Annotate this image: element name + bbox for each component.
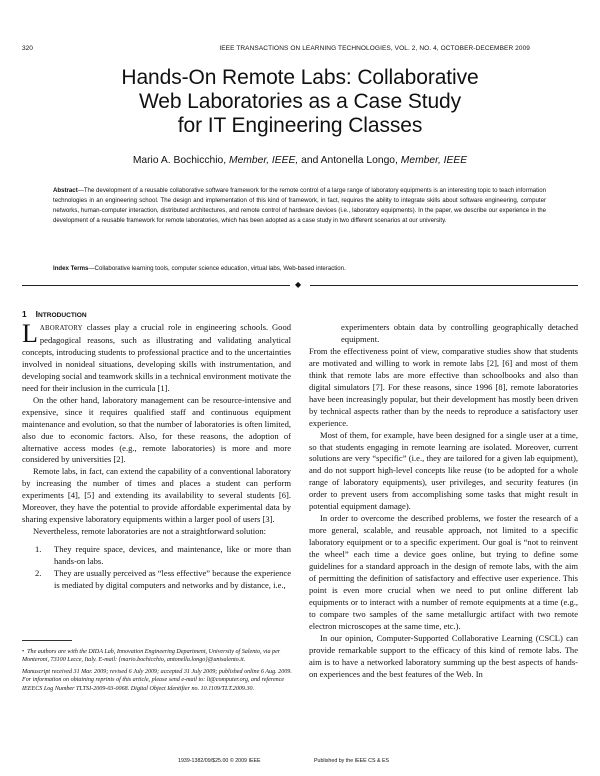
bullet-icon: • (22, 649, 25, 655)
list-number: 1. (35, 544, 42, 555)
footnote-reprints: For information on obtaining reprints of this article, please send e-mail to: lt@computer.org, and reference IEEECS Log Number TLTSI-2009-03-0068. Digital Object Identifier no. 10.1109/TLT.2009.30. (22, 677, 285, 692)
title-line: for IT Engineering Classes (177, 114, 423, 137)
running-head: IEEE TRANSACTIONS ON LEARNING TECHNOLOGIES, VOL. 2, NO. 4, OCTOBER-DECEMBER 2009 (219, 45, 530, 52)
separator-rule-left (22, 285, 290, 286)
footer-copyright: 1939-1382/09/$25.00 © 2009 IEEE (178, 758, 261, 764)
intro-text: classes play a crucial role in engineering schools. Good pedagogical reasons, such as illustrating and validating analytical concepts, introducing students to professional practice and to the uncertainties involved in nonideal situations, developing skills with instrumentation, and developing social and teamwork skills in a technical environment motivate the need for their inclusion in the curricula [1]. (22, 322, 291, 393)
page-number: 320 (22, 45, 33, 52)
footnotes (22, 648, 292, 693)
paragraph: On the other hand, laboratory management can be resource-intensive and expensive, since it requires qualified staff and continuous equipment maintenance and evolution, so that the number of laboratories is often limited, also due to economic factors. Also, for these reasons, the adoption of alternative access modes (e.g., remote laboratories) is more and more considered by universities [2]. (22, 394, 291, 465)
paragraph: Remote labs, in fact, can extend the capability of a conventional laboratory by increasing the number of times and places a student can perform experiments [4], [5] and extending its availability to several students [6]. Moreover, they have the potential to provide affordable experimental data by sharing expensive laboratory equipments within a larger pool of users [3]. (22, 466, 291, 525)
section-heading (22, 309, 87, 319)
abstract-text: —The development of a reusable collaborative software framework for the remote control of a large range of laboratory equipments is an interesting topic to teach information technologies in an engineering school. The design and implementation of this kind of framework, in fact, requires the ability to integrate skills about software engineering, computer networks, human-computer interaction, distributed architectures, and remote control of hardware devices (i.e., laboratory equipments). In the paper, we describe our experience in the development of a reusable framework for remote laboratories, which has been adopted as a case study in two different scenarios at our university. (53, 187, 546, 224)
footnote-rule (22, 640, 72, 641)
list-text: experimenters obtain data by controlling geographically detached equipment. (341, 322, 578, 344)
list-item (22, 568, 291, 592)
intro-smallcaps: ABORATORY (39, 325, 83, 332)
paragraph: Most of them, for example, have been designed for a single user at a time, so that students engaging in remote learning are isolated. Moreover, current solutions are very “specific” (i.e., they are tailored for a given lab equipment), and do not support high-level concepts like reuse (to be adopted for a whole range of laboratory equipments), user privileges, and security features (in order to prevent users from accomplishing some tasks that might result in potential equipment damage). (309, 429, 578, 512)
separator-diamond-icon: ◆ (295, 280, 302, 289)
author-2-role: Member, IEEE (400, 155, 468, 166)
footer-publisher: Published by the IEEE CS & ES (314, 758, 390, 764)
paragraph: In order to overcome the described problems, we foster the research of a more general, scalable, and reusable approach, not limited to a specific laboratory equipment or to a specific experiment. Our goal is “not to reinvent the wheel” each time a device goes online, but trying to define some guidelines for a standard approach in the design of remote labs, with the aim of permitting the definition of satisfactory and effective user experience. This point is even more crucial when we need to put online different lab equipments or to interact with a number of remote equipments at a time (e.g., to compare two samples of the same metallurgic artifact with two remote electron microscopes at the same time, etc.). (309, 513, 578, 631)
paragraph: Nevertheless, remote laboratories are not a straightforward solution: (33, 526, 267, 537)
index-terms-label: Index Terms (53, 265, 89, 272)
paper-title (0, 66, 600, 138)
section-title-initial: I (35, 309, 38, 319)
footnote-affiliation: • The authors are with the DIDA Lab, Innovation Engineering Department, University of Salento, via per Monteroni, 73100 Lecce, Italy. E-mail: {mario.bochicchio, antonella.longo}@unisalento.it. (22, 649, 281, 664)
title-line: Web Laboratories as a Case Study (138, 90, 462, 113)
author-1-role: Member, IEEE, (229, 155, 299, 166)
abstract (53, 186, 546, 226)
list-text: They require space, devices, and maintenance, like or more than hands-on labs. (54, 544, 291, 567)
left-column (22, 319, 291, 592)
section-title-rest: NTRODUCTION (37, 312, 87, 319)
author-1: Mario A. Bochicchio, (132, 155, 227, 166)
paragraph: From the effectiveness point of view, comparative studies show that students are motivated and willing to work in remote labs [2], [6] and most of them think that remote labs are more effective than schoolbooks and also than digital simulators [7]. For these reasons, since 1996 [8], remote laboratories have been increasingly popular, but their development has mostly been driven by technical aspects rather than by the needs to reproduce a satisfactory user experience. (309, 345, 578, 428)
author-2: and Antonella Longo, (301, 155, 398, 166)
list-number: 2. (35, 568, 42, 579)
authors (0, 155, 600, 166)
list-item-continuation (309, 322, 578, 346)
section-number: 1 (22, 309, 27, 319)
list-text: They are usually perceived as “less effective” because the experience is mediated by digital computers and networks and by distance, i.e., (54, 568, 291, 591)
footnote-manuscript: Manuscript received 31 Mar. 2009; revised 6 July 2009; accepted 31 July 2009; published online 6 Aug. 2009. (22, 668, 292, 675)
paragraph (22, 319, 291, 395)
title-line: Hands-On Remote Labs: Collaborative (121, 66, 479, 89)
separator-rule-right (310, 285, 578, 286)
index-terms (53, 264, 546, 274)
drop-cap: L (22, 319, 38, 348)
abstract-label: Abstract (53, 187, 78, 194)
paragraph: In our opinion, Computer-Supported Collaborative Learning (CSCL) can provide remarkable support to the efficacy of this kind of remote labs. The aim is to have a networked laboratory summing up the best aspects of hands-on experiences and the best features of the Web. In (309, 632, 578, 679)
list-item (22, 544, 291, 568)
right-column (309, 322, 578, 681)
index-terms-text: —Collaborative learning tools, computer science education, virtual labs, Web-based interaction. (88, 265, 346, 272)
